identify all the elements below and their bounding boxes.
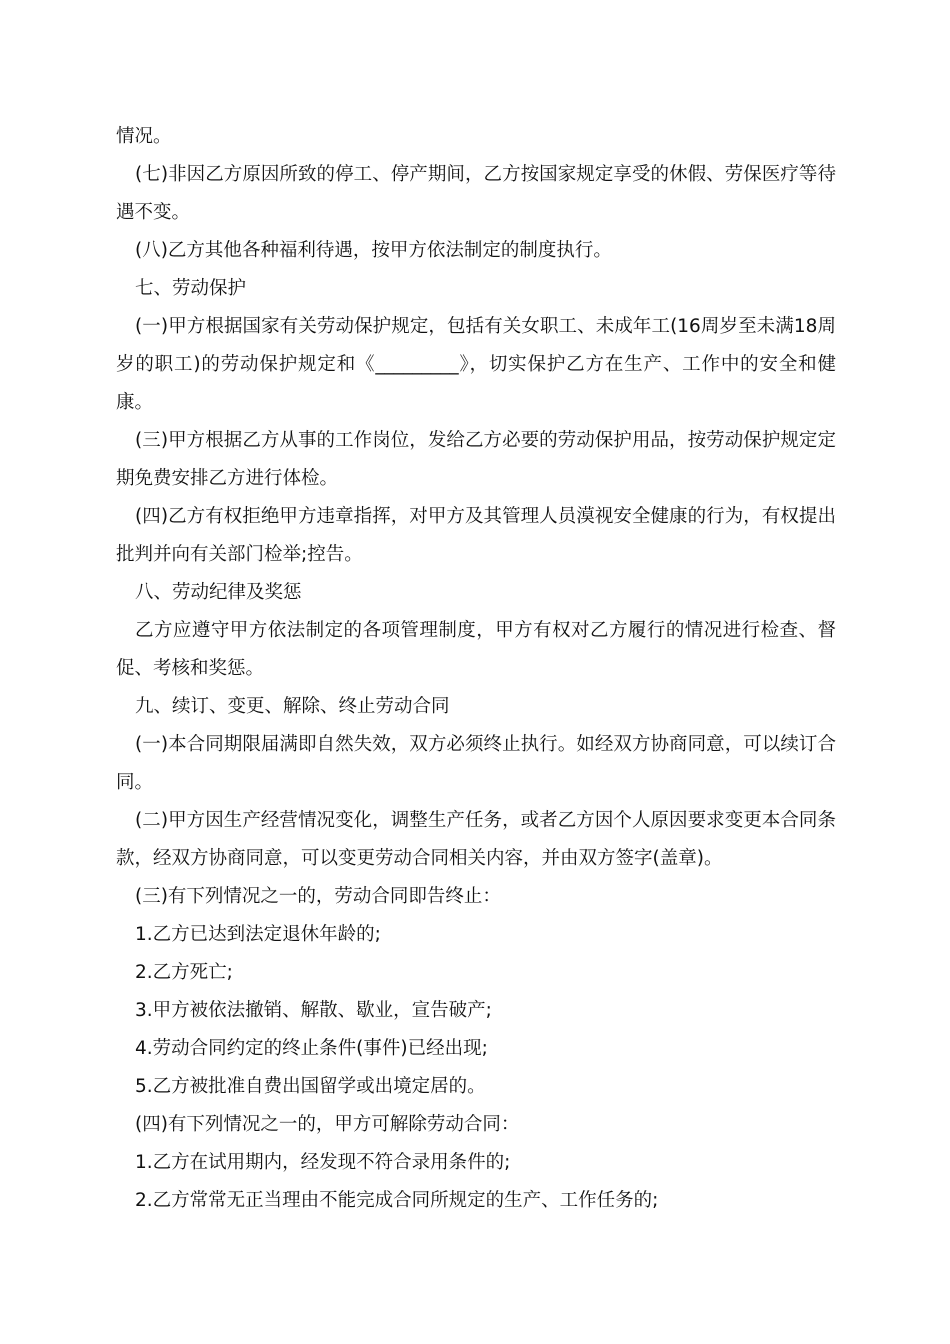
paragraph: (三)甲方根据乙方从事的工作岗位，发给乙方必要的劳动保护用品，按劳动保护规定定期免费安排乙方进行体检。	[116, 430, 836, 489]
paragraph: (四)有下列情况之一的，甲方可解除劳动合同：	[135, 1114, 520, 1135]
paragraph: (一)本合同期限届满即自然失效，双方必须终止执行。如经双方协商同意，可以续订合同。	[116, 734, 836, 793]
list-item: 5.乙方被批准自费出国留学或出境定居的。	[135, 1076, 486, 1097]
section-heading: 七、劳动保护	[135, 278, 247, 299]
paragraph: (八)乙方其他各种福利待遇，按甲方依法制定的制度执行。	[135, 240, 612, 261]
paragraph: 乙方应遵守甲方依法制定的各项管理制度，甲方有权对乙方履行的情况进行检查、督促、考核和奖惩。	[116, 620, 836, 679]
list-item: 3.甲方被依法撤销、解散、歇业，宣告破产;	[135, 1000, 492, 1021]
paragraph: (七)非因乙方原因所致的停工、停产期间，乙方按国家规定享受的休假、劳保医疗等待遇不变。	[116, 164, 836, 223]
list-item: 2.乙方死亡;	[135, 962, 233, 983]
document-body	[116, 118, 836, 1220]
paragraph: (三)有下列情况之一的，劳动合同即告终止：	[135, 886, 501, 907]
list-item: 1.乙方在试用期内，经发现不符合录用条件的;	[135, 1152, 511, 1173]
paragraph: (一)甲方根据国家有关劳动保护规定，包括有关女职工、未成年工(16周岁至未满18周岁的职工)的劳动保护规定和《_________》，切实保护乙方在生产、工作中的安全和健康。	[116, 316, 836, 413]
paragraph: 情况。	[116, 126, 172, 147]
section-heading: 八、劳动纪律及奖惩	[135, 582, 302, 603]
section-heading: 九、续订、变更、解除、终止劳动合同	[135, 696, 450, 717]
list-item: 4.劳动合同约定的终止条件(事件)已经出现;	[135, 1038, 488, 1059]
paragraph: (二)甲方因生产经营情况变化，调整生产任务，或者乙方因个人原因要求变更本合同条款，经双方协商同意，可以变更劳动合同相关内容，并由双方签字(盖章)。	[116, 810, 836, 869]
list-item: 1.乙方已达到法定退休年龄的;	[135, 924, 381, 945]
paragraph: (四)乙方有权拒绝甲方违章指挥，对甲方及其管理人员漠视安全健康的行为，有权提出批判并向有关部门检举;控告。	[116, 506, 836, 565]
list-item: 2.乙方常常无正当理由不能完成合同所规定的生产、工作任务的;	[135, 1190, 659, 1211]
